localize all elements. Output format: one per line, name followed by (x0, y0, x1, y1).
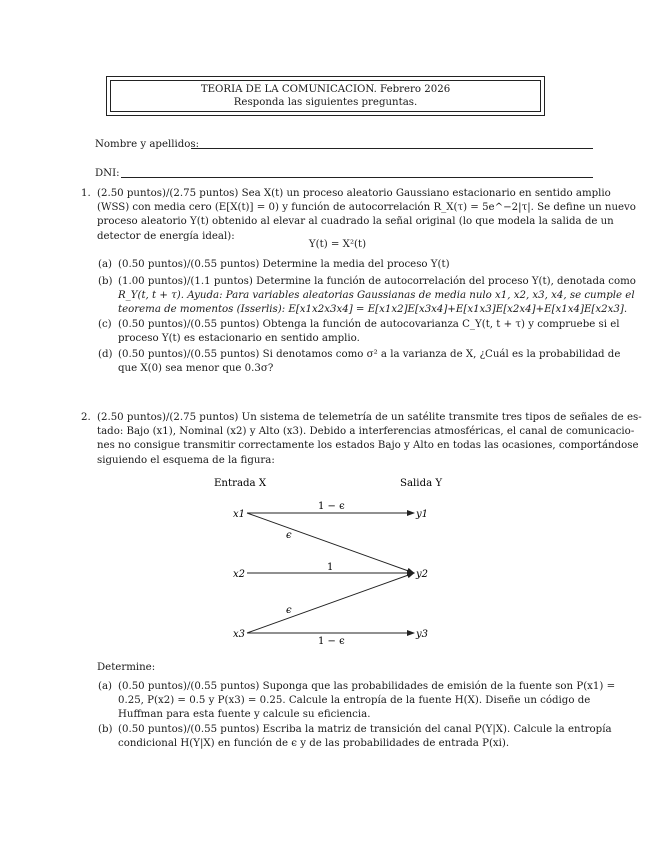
q2-determine: Determine: (97, 662, 156, 673)
q2a (118, 680, 616, 723)
q2b-line-2: condicional H(Y|X) en función de ϵ y de las probabilidades de entrada P(xi). (118, 738, 510, 750)
q1c-tag: (c) (98, 319, 112, 330)
q1b-line-3: teorema de momentos (Isserlis): E[x1x2x3x4] = E[x1x2]E[x3x4]+E[x1x3]E[x2x4]+E[x1x4]E[x2x3]. (118, 304, 628, 316)
label-one-minus-eps-bottom: 1 − ϵ (318, 636, 345, 647)
q1c-line-2: proceso Y(t) es estacionario en sentido amplio. (118, 333, 360, 345)
q2a-line-1: (0.50 puntos)/(0.55 puntos) Suponga que las probabilidades de emisión de la fuente son P(x1) = (118, 681, 616, 692)
node-x2: x2 (233, 569, 246, 580)
node-y1: y1 (416, 509, 429, 520)
label-one-minus-eps-top: 1 − ϵ (318, 501, 345, 512)
q1a-tag: (a) (98, 259, 113, 270)
input-label: Entrada X (214, 478, 267, 489)
q1d-line-1: (0.50 puntos)/(0.55 puntos) Si denotamos como σ² a la varianza de X, ¿Cuál es la probabilidad de (118, 349, 621, 360)
q2-line-1: (2.50 puntos)/(2.75 puntos) Un sistema de telemetría de un satélite transmite tres tipos de señales de es- (97, 412, 642, 423)
q1a-line-1: (0.50 puntos)/(0.55 puntos) Determine la media del proceso Y(t) (118, 259, 450, 270)
q2a-tag: (a) (98, 681, 113, 692)
q2b-tag: (b) (98, 724, 113, 735)
q2a-line-3: Huffman para esta fuente y calcule su eficiencia. (118, 709, 371, 721)
node-y3: y3 (416, 629, 429, 640)
q2-line-4: siguiendo el esquema de la figura: (97, 454, 275, 466)
q1b-tag: (b) (98, 276, 113, 287)
q1-line-4: detector de energía ideal): (97, 230, 235, 242)
q1-line-3: proceso aleatorio Y(t) obtenido al elevar al cuadrado la señal original (lo que modela la salida de un (97, 216, 614, 228)
node-x1: x1 (233, 509, 246, 520)
q1-line-2: (WSS) con media cero (E[X(t)] = 0) y función de autocorrelación R_X(τ) = 5e^−2|τ|. Se define un nuevo (97, 202, 636, 214)
edge-x3-y2 (247, 573, 414, 633)
q2-line-2: tado: Bajo (x1), Nominal (x2) y Alto (x3). Debido a interferencias atmosféricas, el canal de comunicacio- (97, 426, 635, 438)
q1-line-1: (2.50 puntos)/(2.75 puntos) Sea X(t) un proceso aleatorio Gaussiano estacionario en sentido amplio (97, 188, 611, 199)
exam-subtitle: Responda las siguientes preguntas. (233, 97, 418, 108)
exam-title: TEORIA DE LA COMUNICACION. Febrero 2026 (200, 84, 451, 95)
node-y2: y2 (416, 569, 429, 580)
q2b-line-1: (0.50 puntos)/(0.55 puntos) Escriba la matriz de transición del canal P(Y|X). Calcule la entropía (118, 724, 612, 735)
output-label: Salida Y (400, 478, 443, 489)
q1b-line-1: (1.00 puntos)/(1.1 puntos) Determine la función de autocorrelación del proceso Y(t), denotada como (118, 276, 636, 287)
q1-number: 1. (81, 188, 91, 199)
name-label: Nombre y apellidos: (95, 139, 200, 150)
label-eps-top: ϵ (286, 530, 292, 541)
label-eps-bottom: ϵ (286, 605, 292, 616)
q2a-line-2: 0.25, P(x2) = 0.5 y P(x3) = 0.25. Calcule la entropía de la fuente H(X). Diseñe un código de (118, 695, 591, 707)
dni-label: DNI: (95, 168, 120, 179)
q2b (118, 723, 612, 751)
node-x3: x3 (233, 629, 246, 640)
q1-equation: Y(t) = X²(t) (308, 239, 367, 250)
q1d-line-2: que X(0) sea menor que 0.3σ? (118, 363, 274, 375)
q1d-tag: (d) (98, 349, 113, 360)
q2-line-3: nes no consigue transmitir correctamente los estados Bajo y Alto en todas las ocasiones, comportándose (97, 440, 639, 452)
q1b-line-2: R_Y(t, t + τ). Ayuda: Para variables aleatorias Gaussianas de media nulo x1, x2, x3, x4, se cumple el (118, 290, 635, 302)
label-one: 1 (327, 562, 334, 573)
q2-number: 2. (81, 412, 91, 423)
q1c-line-1: (0.50 puntos)/(0.55 puntos) Obtenga la función de autocovarianza C_Y(t, t + τ) y compruebe si el (118, 319, 620, 330)
